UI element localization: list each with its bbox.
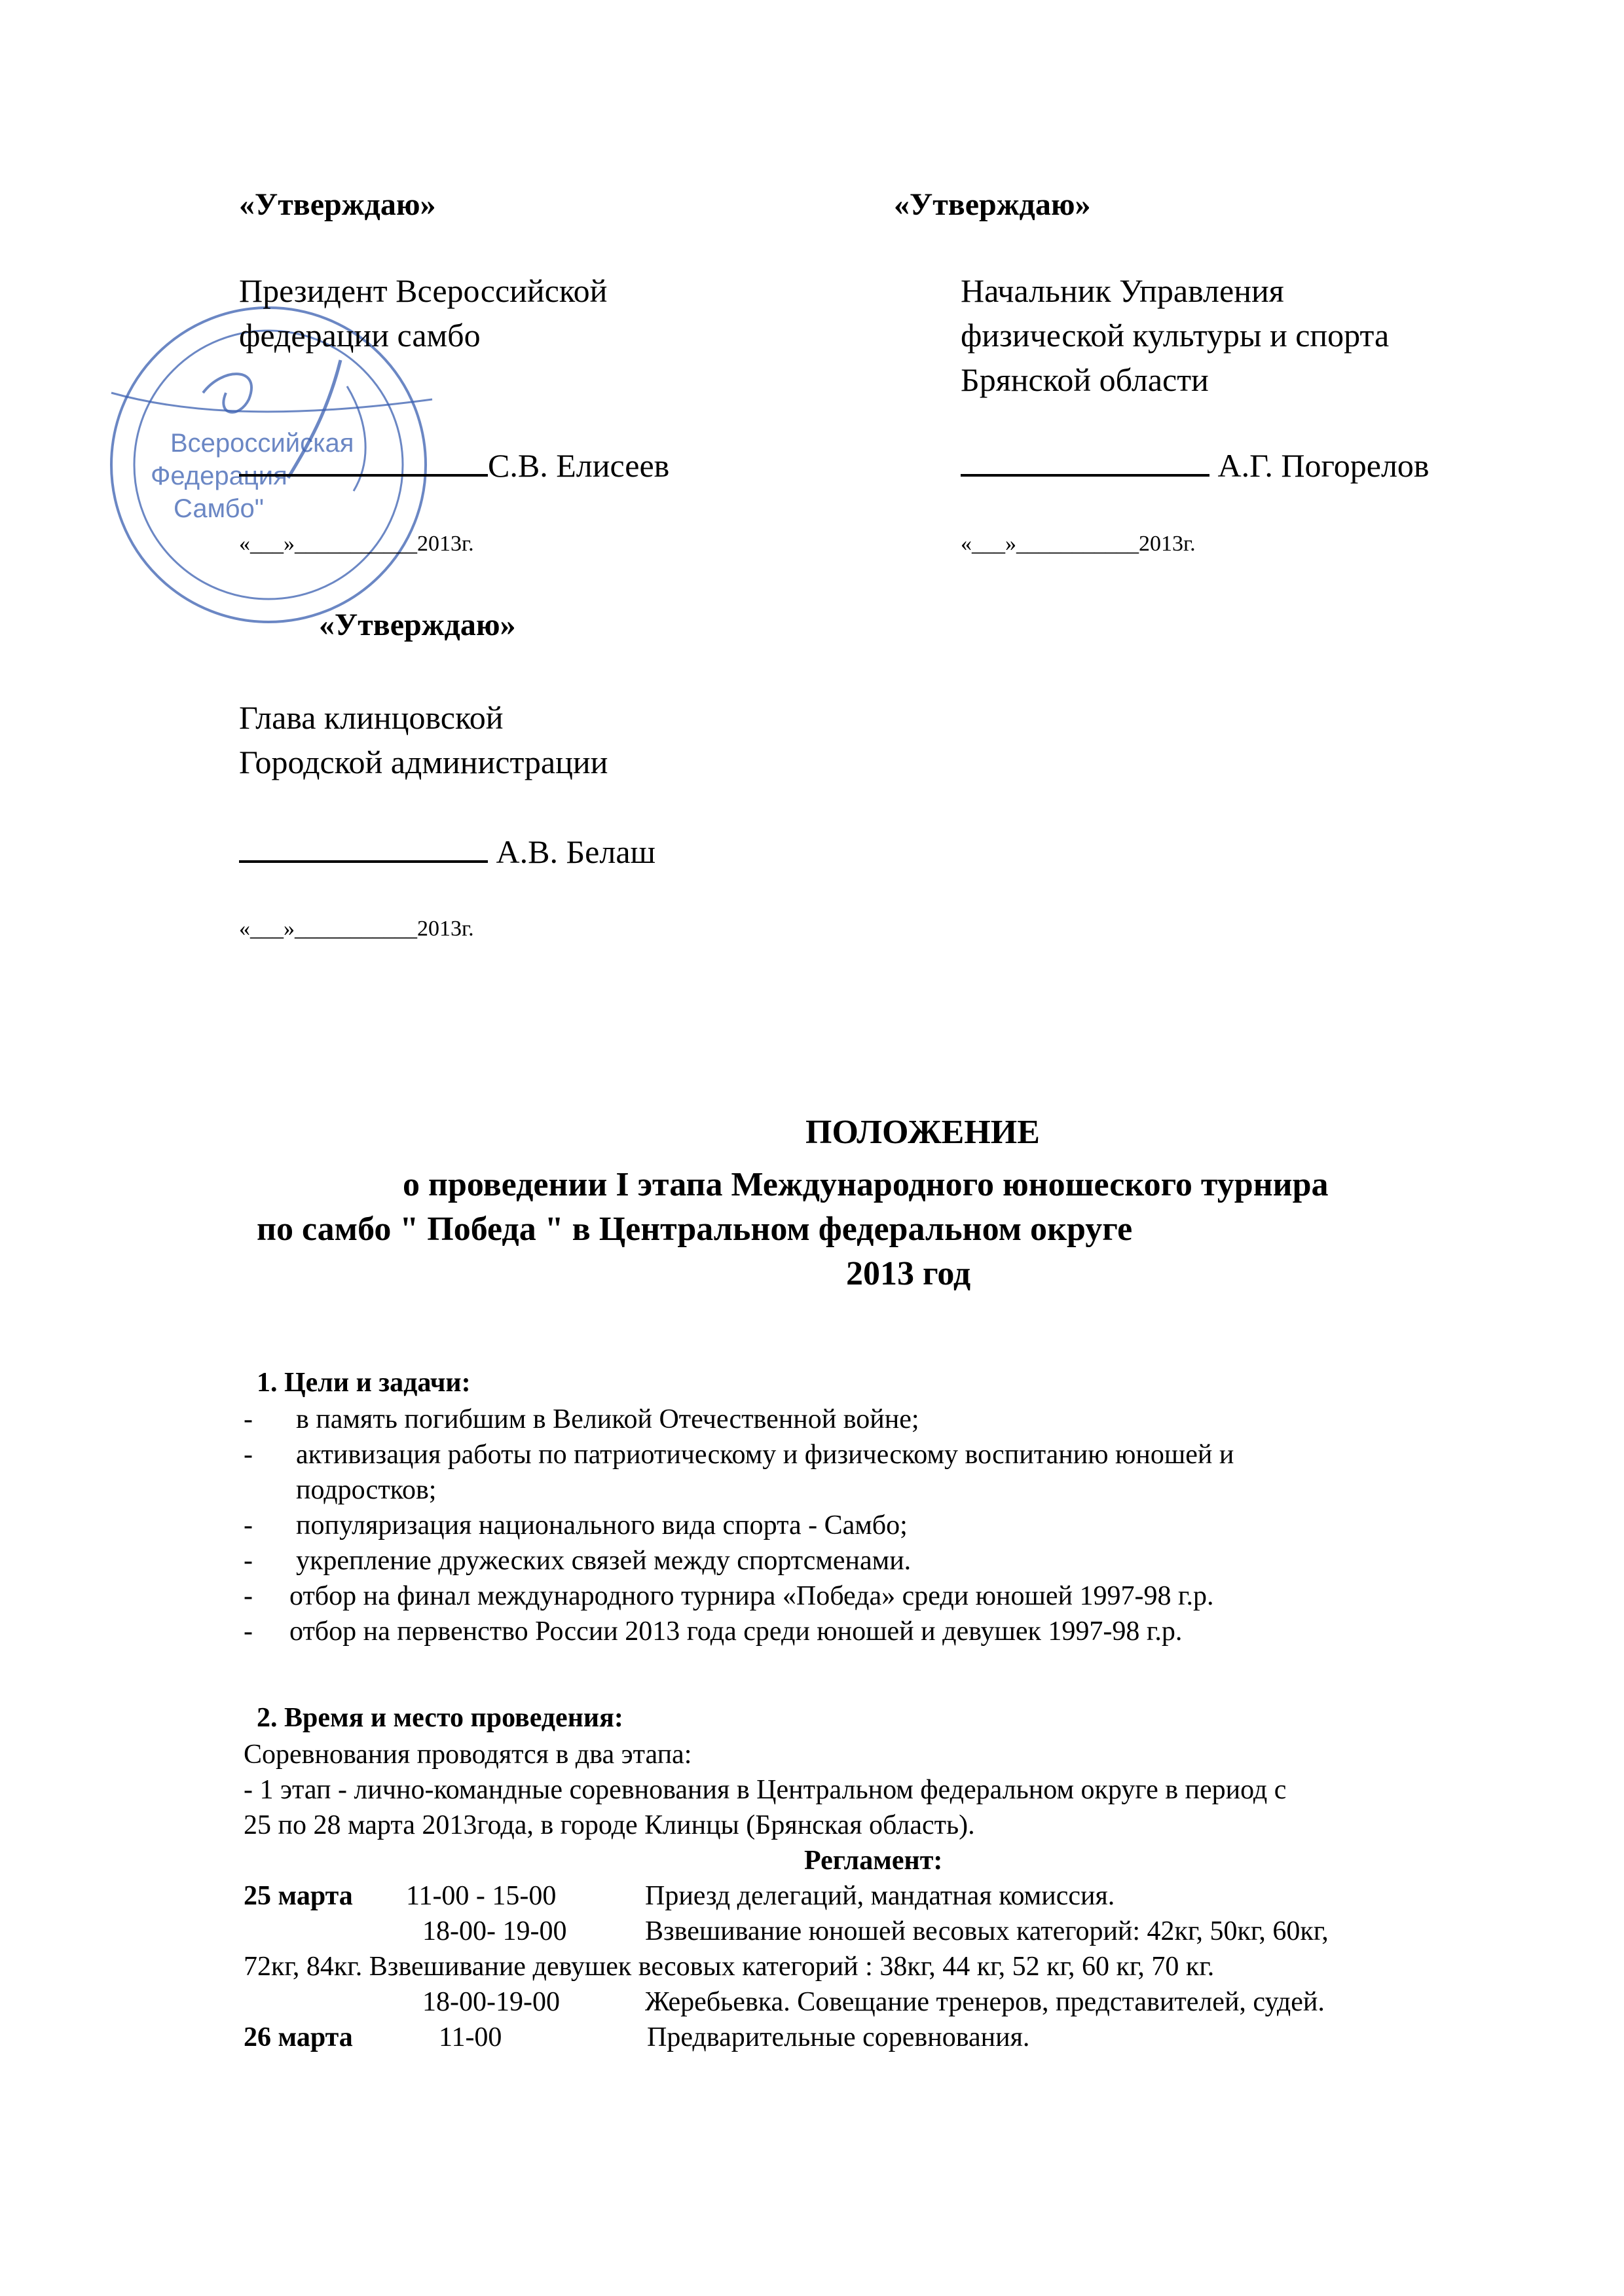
signature-line bbox=[961, 445, 1209, 477]
approval-position-line: Начальник Управления bbox=[961, 272, 1284, 309]
schedule-day: 26 марта bbox=[244, 2022, 353, 2052]
list-item: - укрепление дружеских связей между спортсменами. bbox=[244, 1546, 912, 1576]
section-heading: 1. Цели и задачи: bbox=[257, 1368, 471, 1398]
schedule-text: Приезд делегаций, мандатная комиссия. bbox=[645, 1881, 1115, 1911]
approval-position-line: Городской администрации bbox=[239, 744, 608, 780]
paragraph: 25 по 28 марта 2013года, в городе Клинцы (Брянская область). bbox=[244, 1810, 975, 1840]
schedule-time: 11-00 bbox=[439, 2022, 502, 2052]
signature-line bbox=[239, 445, 488, 477]
list-item: - активизация работы по патриотическому и физическому воспитанию юношей и bbox=[244, 1440, 1234, 1470]
schedule-text-continuation: 72кг, 84кг. Взвешивание девушек весовых категорий : 38кг, 44 кг, 52 кг, 60 кг, 70 кг. bbox=[244, 1952, 1215, 1982]
schedule-time: 18-00- 19-00 bbox=[422, 1916, 567, 1946]
title-line-3: по самбо " Победа " в Центральном федеральном округе bbox=[257, 1211, 1133, 1248]
schedule-time: 18-00-19-00 bbox=[422, 1987, 560, 2017]
reglament-heading: Регламент: bbox=[804, 1846, 943, 1876]
stamp-text-line-2: Федерация bbox=[151, 462, 287, 490]
approval-heading: «Утверждаю» bbox=[894, 187, 1091, 222]
list-item: - в память погибшим в Великой Отечественной войне; bbox=[244, 1404, 919, 1434]
schedule-time: 11-00 - 15-00 bbox=[406, 1881, 557, 1911]
approval-position-line: физической культуры и спорта bbox=[961, 317, 1390, 354]
title-line-1: ПОЛОЖЕНИЕ bbox=[805, 1114, 1040, 1151]
approval-date: «___»___________2013г. bbox=[239, 917, 474, 941]
approval-date: «___»___________2013г. bbox=[961, 532, 1196, 556]
list-item: - отбор на первенство России 2013 года среди юношей и девушек 1997-98 г.р. bbox=[244, 1616, 1183, 1647]
title-line-4: 2013 год bbox=[846, 1255, 971, 1292]
approval-position-line: федерации самбо bbox=[239, 317, 481, 354]
approval-signature bbox=[961, 445, 1430, 484]
schedule-text: Взвешивание юношей весовых категорий: 42кг, 50кг, 60кг, bbox=[645, 1916, 1329, 1946]
approval-date: «___»___________2013г. bbox=[239, 532, 474, 556]
stamp-text-line-1: Всероссийская bbox=[170, 429, 354, 458]
list-item: - популяризация национального вида спорта - Самбо; bbox=[244, 1510, 908, 1540]
approval-signature bbox=[239, 831, 655, 871]
schedule-text: Предварительные соревнования. bbox=[647, 2022, 1030, 2052]
signature-line bbox=[239, 831, 488, 863]
approval-position-line: Президент Всероссийской bbox=[239, 272, 608, 309]
stamp-text-line-3: Самбо" bbox=[174, 494, 264, 523]
list-item: - отбор на финал международного турнира «Победа» среди юношей 1997-98 г.р. bbox=[244, 1581, 1214, 1611]
approval-signer-name: С.В. Елисеев bbox=[488, 447, 670, 484]
list-item-continuation: подростков; bbox=[296, 1475, 437, 1505]
approval-position-line: Глава клинцовской bbox=[239, 699, 504, 736]
schedule-text: Жеребьевка. Совещание тренеров, представителей, судей. bbox=[645, 1987, 1325, 2017]
approval-heading: «Утверждаю» bbox=[239, 187, 436, 222]
section-heading: 2. Время и место проведения: bbox=[257, 1703, 623, 1733]
approval-position-line: Брянской области bbox=[961, 361, 1209, 398]
approval-signature bbox=[239, 445, 669, 484]
approval-signer-name: А.Г. Погорелов bbox=[1217, 447, 1430, 484]
schedule-day: 25 марта bbox=[244, 1881, 353, 1911]
title-line-2: о проведении I этапа Международного юношеского турнира bbox=[403, 1166, 1329, 1203]
approval-signer-name: А.В. Белаш bbox=[496, 833, 656, 870]
paragraph: - 1 этап - лично-командные соревнования в Центральном федеральном округе в период с bbox=[244, 1775, 1287, 1805]
approval-heading: «Утверждаю» bbox=[319, 608, 516, 642]
paragraph: Соревнования проводятся в два этапа: bbox=[244, 1740, 692, 1770]
